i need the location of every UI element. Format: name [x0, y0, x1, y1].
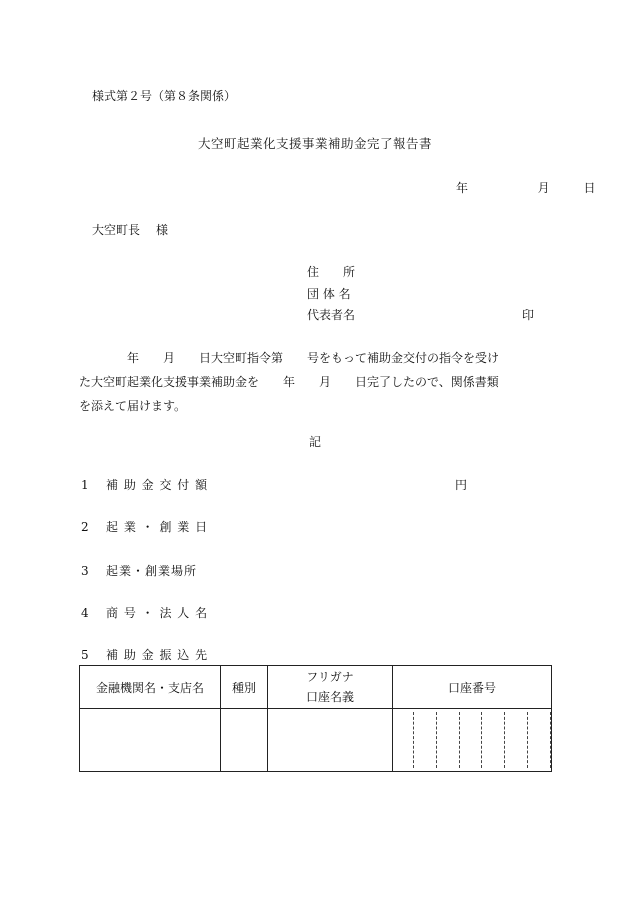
body-line-2: た大空町起業化支援事業補助金を 年 月 日完了したので、関係書類: [79, 375, 499, 389]
digit-box[interactable]: [504, 712, 527, 768]
digit-box[interactable]: [413, 712, 436, 768]
digit-box[interactable]: [459, 712, 482, 768]
seal-mark: 印: [522, 308, 535, 322]
header-furigana: フリガナ: [306, 670, 354, 684]
bank-branch-cell[interactable]: [80, 709, 221, 772]
bank-account-table: [79, 665, 552, 772]
item-number: 4: [81, 606, 89, 620]
body-line-3: を添えて届けます。: [79, 399, 187, 413]
account-holder-cell[interactable]: [268, 709, 393, 772]
applicant-rep-label: 代表者名: [307, 308, 356, 322]
applicant-org-label: 団 体 名: [307, 287, 351, 301]
item-number: 2: [81, 520, 89, 534]
header-account-holder: [268, 666, 393, 709]
submission-date: [456, 180, 596, 196]
form-reference: 様式第２号（第８条関係）: [92, 89, 237, 103]
addressee-name: 大空町長: [92, 223, 141, 237]
digit-box[interactable]: [527, 712, 551, 768]
item-company-name: 商 号 ・ 法 人 名: [106, 606, 209, 620]
date-month: 月: [537, 181, 550, 195]
body-line-1: 年 月 日大空町指令第 号をもって補助金交付の指令を受け: [79, 351, 500, 365]
bank-table-header-row: [80, 666, 552, 709]
ki-heading: 記: [308, 435, 321, 449]
yen-unit: 円: [455, 478, 468, 492]
date-day: 日: [583, 181, 596, 195]
document-title: 大空町起業化支援事業補助金完了報告書: [197, 136, 432, 151]
date-year: 年: [456, 181, 469, 195]
addressee-honorific: 様: [156, 223, 169, 237]
header-bank-branch: 金融機関名・支店名: [80, 666, 221, 709]
item-bank-transfer: 補 助 金 振 込 先: [106, 648, 209, 662]
addressee: [92, 222, 168, 238]
digit-box[interactable]: [481, 712, 504, 768]
digit-box[interactable]: [436, 712, 459, 768]
item-subsidy-amount: 補 助 金 交 付 額: [106, 478, 209, 492]
item-startup-date: 起 業 ・ 創 業 日: [106, 520, 209, 534]
applicant-address-label: 住 所: [307, 265, 356, 279]
item-startup-location: 起業・創業場所: [106, 564, 198, 578]
header-holder-name: 口座名義: [305, 690, 354, 704]
account-number-cell[interactable]: [393, 709, 552, 772]
account-digit-boxes: [393, 709, 551, 771]
item-number: 5: [81, 648, 89, 662]
header-account-type: 種別: [221, 666, 268, 709]
bank-table-input-row: [80, 709, 552, 772]
account-type-cell[interactable]: [221, 709, 268, 772]
header-account-number: 口座番号: [393, 666, 552, 709]
item-number: 3: [81, 564, 89, 578]
item-number: 1: [81, 478, 89, 492]
